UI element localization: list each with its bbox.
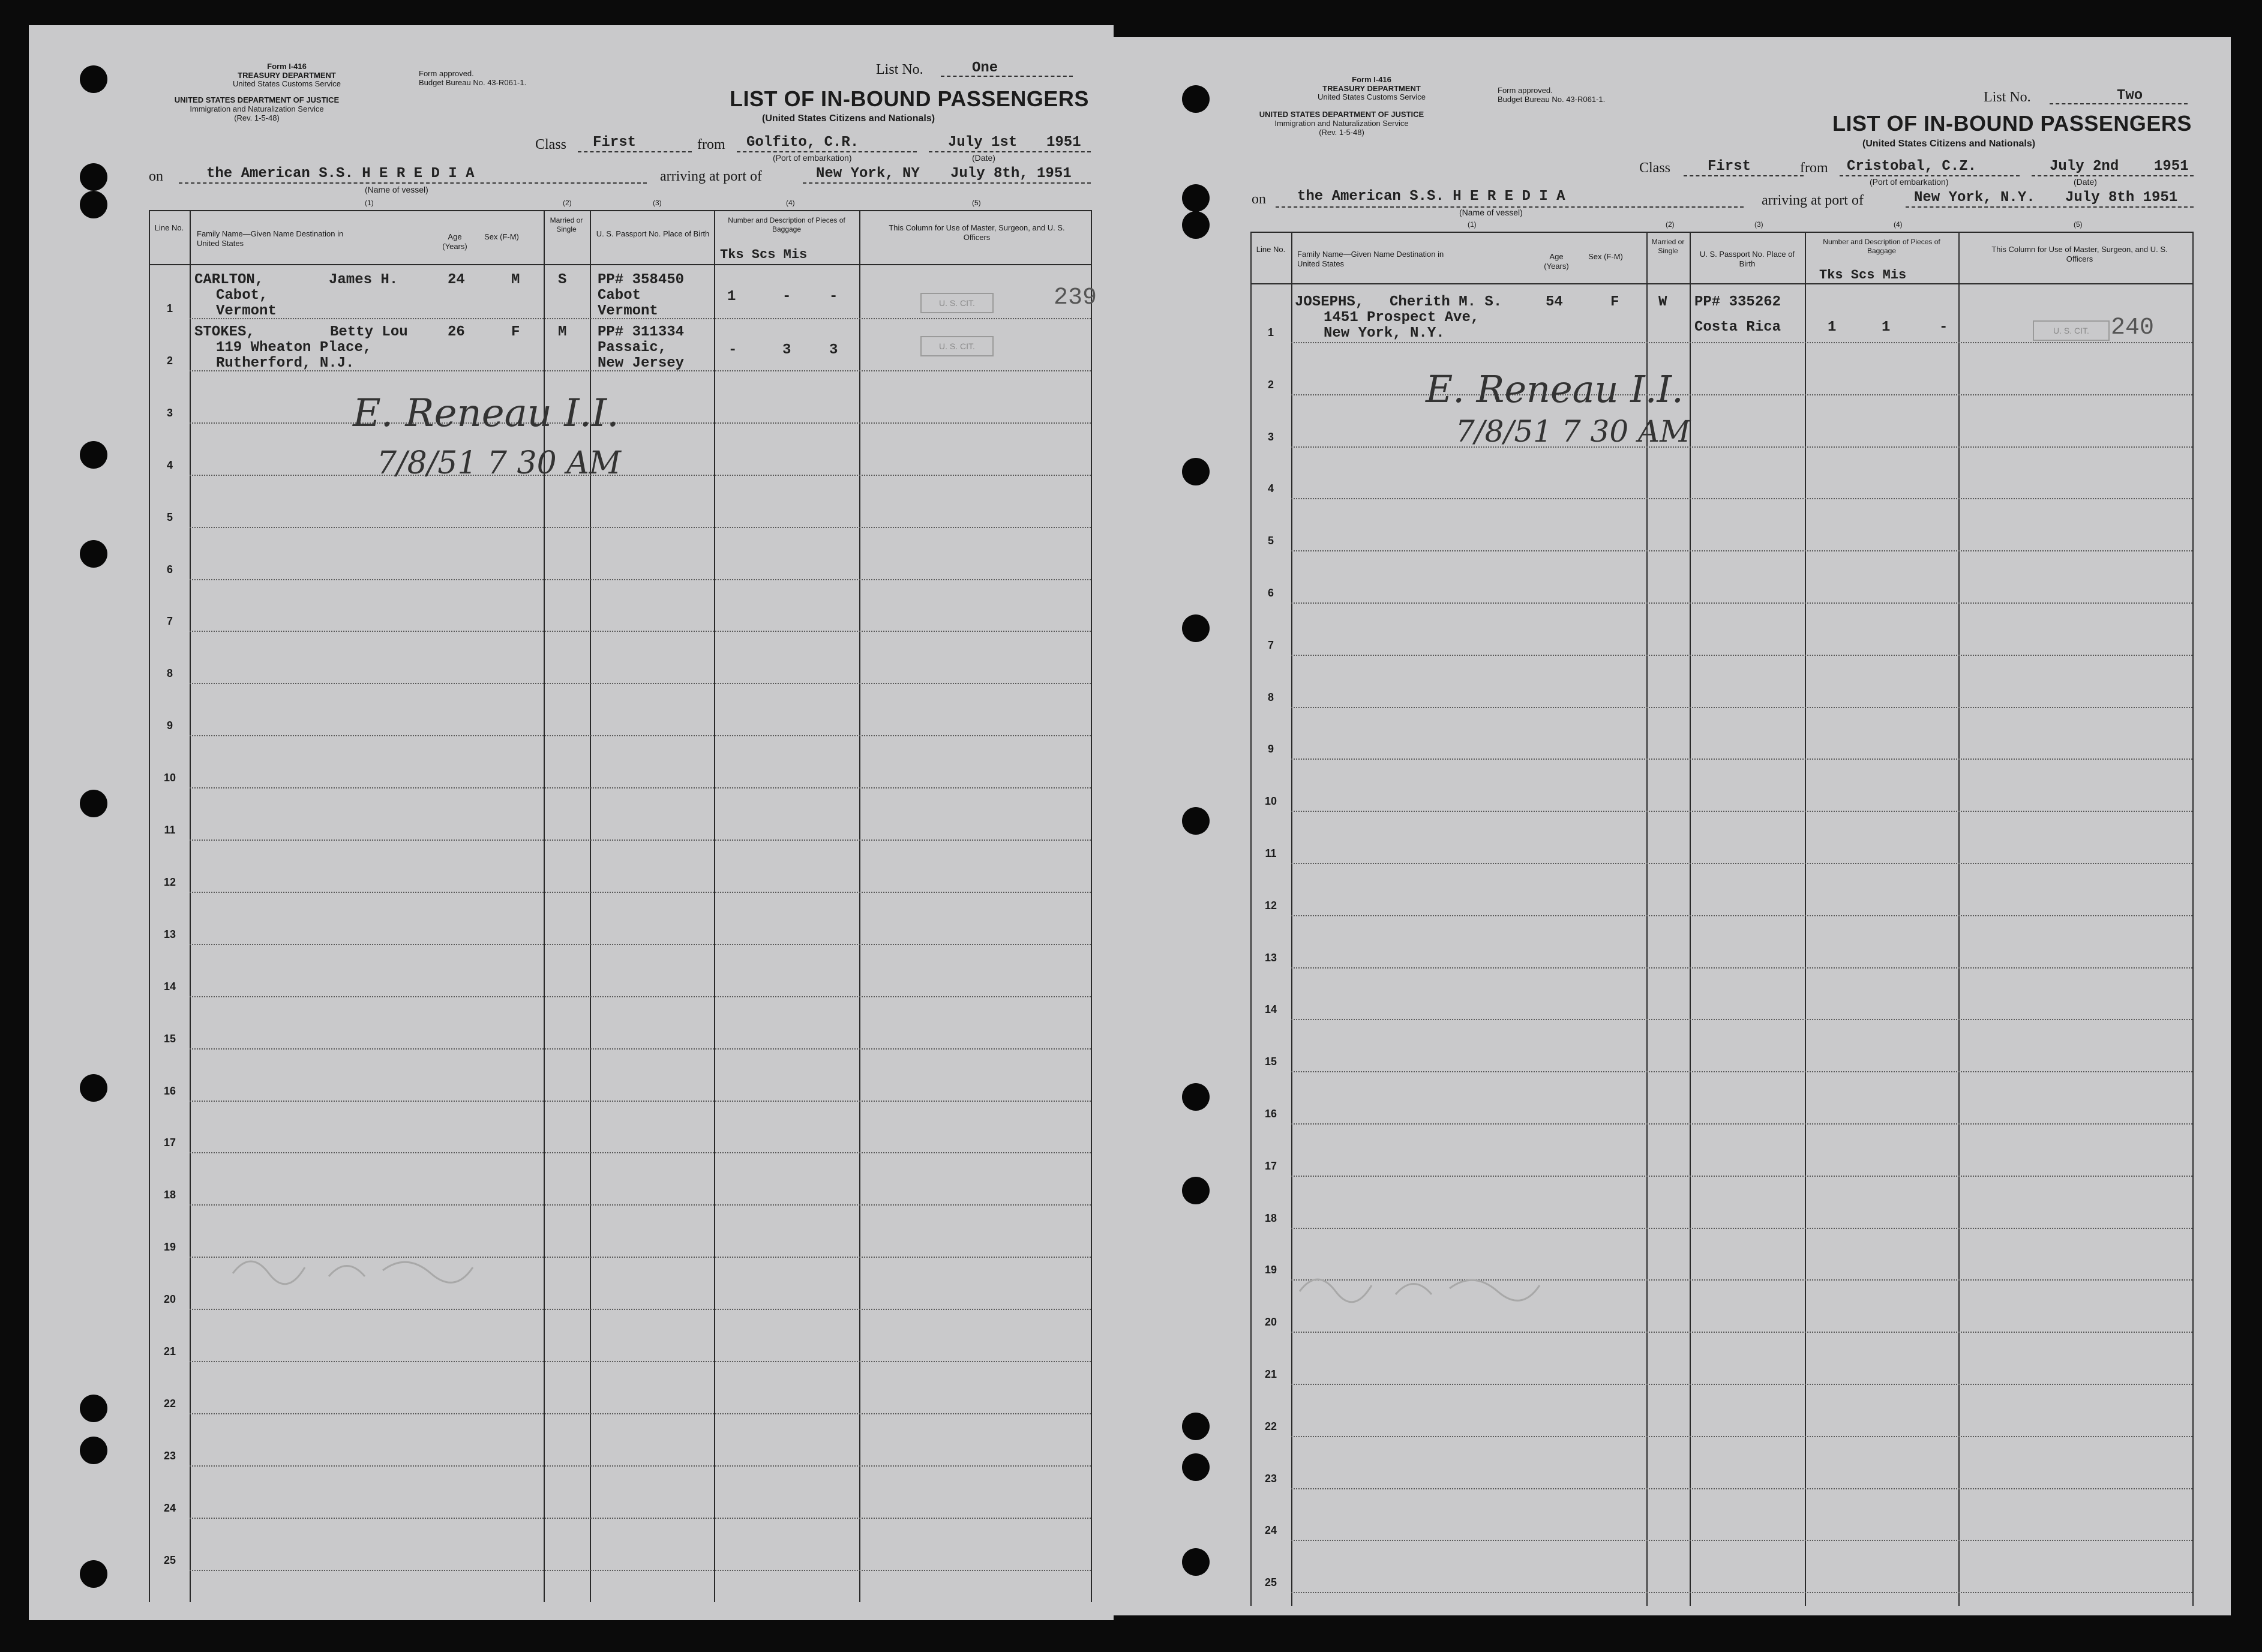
binder-hole xyxy=(1182,1548,1210,1576)
inspection-datetime: 7/8/51 7 30 AM xyxy=(377,445,622,481)
header-age: Age (Years) xyxy=(442,232,467,251)
ruled-line xyxy=(1291,1332,2192,1333)
row1-married: S xyxy=(558,272,567,288)
form-approved: Form approved. xyxy=(1498,86,1553,95)
ruled-line xyxy=(190,1413,1091,1414)
row1-given-name: Cherith M. S. xyxy=(1390,294,1502,310)
table-top-border xyxy=(1250,232,2192,233)
list-no-line xyxy=(941,76,1073,77)
line-number: 6 xyxy=(166,563,173,575)
justice-dept: UNITED STATES DEPARTMENT OF JUSTICE xyxy=(1259,110,1424,119)
ruled-line xyxy=(1291,1436,2192,1437)
ruled-line xyxy=(190,631,1091,632)
ruled-line xyxy=(190,1465,1091,1467)
arrival-port: New York, N.Y. xyxy=(1914,190,2035,206)
row2-mis: 3 xyxy=(829,342,838,358)
header-sex: Sex (F-M) xyxy=(484,232,519,241)
row1-sex: M xyxy=(511,272,520,288)
page-subtitle: (United States Citizens and Nationals) xyxy=(1862,139,2036,149)
header-bottom-border xyxy=(149,264,1091,265)
header-age: Age (Years) xyxy=(1544,252,1569,271)
ruled-line xyxy=(190,892,1091,893)
binder-hole xyxy=(80,441,107,469)
from-label: from xyxy=(1800,160,1828,176)
ruled-line xyxy=(190,579,1091,580)
col-num-5: (5) xyxy=(972,199,981,207)
date-label: (Date) xyxy=(972,153,995,163)
header-sex: Sex (F-M) xyxy=(1588,252,1623,261)
table-right-border xyxy=(2192,232,2194,1606)
line-number: 3 xyxy=(166,406,173,419)
faded-stamp-mark xyxy=(227,1243,479,1291)
ruled-line xyxy=(1291,342,2192,343)
list-no-value: One xyxy=(972,60,998,76)
ruled-line xyxy=(190,422,1091,424)
line-number: 18 xyxy=(1264,1212,1277,1224)
ruled-line xyxy=(1291,1488,2192,1489)
ruled-line xyxy=(190,944,1091,945)
list-no-label: List No. xyxy=(1984,89,2031,105)
date-value: July 1st xyxy=(948,134,1018,151)
page-title: LIST OF IN-BOUND PASSENGERS xyxy=(730,86,1089,111)
line-number: 16 xyxy=(163,1084,176,1097)
line-number: 17 xyxy=(1264,1159,1277,1172)
line-number: 14 xyxy=(163,980,176,993)
row1-family-name: CARLTON, xyxy=(194,272,264,288)
line-number: 20 xyxy=(163,1293,176,1306)
col-num-1: (1) xyxy=(1468,220,1477,229)
arrival-line xyxy=(1906,206,2194,208)
header-name: Family Name—Given Name Destination in United States xyxy=(1297,250,1444,269)
ruled-line xyxy=(1291,915,2192,916)
ruled-line xyxy=(1291,863,2192,864)
ruled-line xyxy=(190,996,1091,997)
row2-dest1: 119 Wheaton Place, xyxy=(216,340,372,356)
table-top-border xyxy=(149,210,1091,211)
ruled-line xyxy=(1291,758,2192,760)
line-number: 21 xyxy=(1264,1368,1277,1380)
binder-hole xyxy=(80,65,107,93)
col-num-2: (2) xyxy=(1666,220,1675,229)
date-line xyxy=(2032,175,2194,176)
arrival-date: July 8th, 1951 xyxy=(950,166,1072,182)
row2-married: M xyxy=(558,324,567,340)
class-value: First xyxy=(1708,158,1751,175)
class-label: Class xyxy=(535,137,567,152)
header-officers: This Column for Use of Master, Surgeon, and U. S. Officers xyxy=(889,223,1065,242)
on-label: on xyxy=(1252,191,1266,207)
col-num-2: (2) xyxy=(563,199,572,207)
row1-birth1: Costa Rica xyxy=(1694,319,1781,335)
line-number: 5 xyxy=(166,511,173,523)
from-value: Cristobal, C.Z. xyxy=(1847,158,1977,175)
ruled-line xyxy=(190,1152,1091,1153)
form-approved: Form approved. xyxy=(419,69,474,78)
row1-dest2: Vermont xyxy=(216,303,277,319)
line-number: 18 xyxy=(163,1189,176,1201)
binder-hole xyxy=(1182,211,1210,239)
inspector-signature: E. Reneau I.I. xyxy=(1426,367,1684,411)
revision: (Rev. 1-5-48) xyxy=(1319,128,1364,137)
ruled-line xyxy=(1291,1019,2192,1020)
col-passport-divider xyxy=(714,210,715,1602)
class-line xyxy=(1684,175,1804,176)
line-number: 23 xyxy=(1264,1472,1277,1485)
ruled-line xyxy=(190,1048,1091,1050)
line-number: 12 xyxy=(1264,899,1277,912)
row1-tks: 1 xyxy=(727,289,736,305)
row1-birth1: Cabot xyxy=(598,287,641,304)
col-num-1: (1) xyxy=(365,199,374,207)
line-number: 22 xyxy=(1264,1420,1277,1432)
date-value: July 2nd xyxy=(2050,158,2119,175)
date-year: 1951 xyxy=(2154,158,2189,175)
header-line-no: Line No. xyxy=(154,223,184,232)
line-number: 9 xyxy=(1267,743,1274,755)
embark-label: (Port of embarkation) xyxy=(1870,177,1949,187)
header-baggage: Number and Description of Pieces of Baggage xyxy=(728,216,845,233)
binder-hole xyxy=(1182,1453,1210,1481)
row2-citizen-stamp: U. S. CIT. xyxy=(920,336,994,356)
ruled-line xyxy=(1291,655,2192,656)
row1-family-name: JOSEPHS, xyxy=(1295,294,1364,310)
line-number: 25 xyxy=(1264,1576,1277,1589)
col-baggage-divider xyxy=(1958,232,1960,1606)
ruled-line xyxy=(190,1309,1091,1310)
binder-hole xyxy=(1182,1177,1210,1204)
ruled-line xyxy=(190,1101,1091,1102)
line-number: 2 xyxy=(1267,378,1274,391)
line-number: 11 xyxy=(1265,847,1277,859)
ruled-line xyxy=(1291,1592,2192,1593)
line-number: 6 xyxy=(1267,587,1274,599)
budget-bureau: Budget Bureau No. 43-R061-1. xyxy=(1498,95,1606,104)
budget-bureau: Budget Bureau No. 43-R061-1. xyxy=(419,78,527,87)
line-number: 20 xyxy=(1264,1316,1277,1329)
line-number: 3 xyxy=(1267,430,1274,443)
line-number: 8 xyxy=(166,667,173,680)
row1-age: 24 xyxy=(448,272,465,288)
arrival-port: New York, NY xyxy=(816,166,920,182)
ruled-line xyxy=(1291,707,2192,708)
ruled-line xyxy=(190,527,1091,528)
row1-scs: 1 xyxy=(1882,319,1891,335)
ruled-line xyxy=(1291,811,2192,812)
ruled-line xyxy=(1291,1123,2192,1125)
row1-mis: - xyxy=(829,289,838,305)
row1-passport: PP# 358450 xyxy=(598,272,685,288)
ruled-line xyxy=(1291,602,2192,604)
line-number: 11 xyxy=(164,824,176,836)
page-title: LIST OF IN-BOUND PASSENGERS xyxy=(1832,111,2192,136)
arrival-date: July 8th 1951 xyxy=(2065,190,2178,206)
row2-age: 26 xyxy=(448,324,465,340)
line-number: 9 xyxy=(166,719,173,732)
header-passport: U. S. Passport No. Place of Birth xyxy=(1699,250,1795,269)
inspector-signature: E. Reneau I.I. xyxy=(353,391,619,436)
ruled-line xyxy=(1291,1176,2192,1177)
date-label: (Date) xyxy=(2074,177,2097,187)
binder-hole xyxy=(80,1074,107,1102)
line-number: 10 xyxy=(1264,795,1277,808)
from-line xyxy=(1840,175,2020,176)
line-number: 13 xyxy=(1264,951,1277,964)
from-line xyxy=(737,151,917,152)
ruled-line xyxy=(190,475,1091,476)
table-right-border xyxy=(1091,210,1092,1602)
embark-label: (Port of embarkation) xyxy=(773,153,852,163)
line-number: 12 xyxy=(163,876,176,888)
inspection-datetime: 7/8/51 7 30 AM xyxy=(1456,414,1691,449)
line-number: 7 xyxy=(166,615,173,628)
line-number: 4 xyxy=(166,458,173,471)
binder-hole xyxy=(80,1560,107,1588)
row1-scs: - xyxy=(782,289,791,305)
line-number: 17 xyxy=(163,1137,176,1149)
col-num-3: (3) xyxy=(1754,220,1763,229)
binder-hole xyxy=(80,1437,107,1464)
col-line-no-divider xyxy=(1291,232,1292,1606)
vessel-name: the American S.S. H E R E D I A xyxy=(206,166,475,182)
from-value: Golfito, C.R. xyxy=(746,134,859,151)
line-number: 8 xyxy=(1267,691,1274,703)
class-value: First xyxy=(593,134,637,151)
line-number: 19 xyxy=(163,1241,176,1254)
row1-birth2: Vermont xyxy=(598,303,658,319)
binder-hole xyxy=(80,790,107,817)
form-number: Form I-416 xyxy=(1352,75,1391,84)
header-passport: U. S. Passport No. Place of Birth xyxy=(596,229,710,238)
line-number: 15 xyxy=(1264,1056,1277,1068)
row1-count: 239 xyxy=(1054,284,1097,311)
row2-dest2: Rutherford, N.J. xyxy=(216,355,355,371)
line-number: 23 xyxy=(163,1449,176,1462)
date-line xyxy=(929,151,1091,152)
row2-birth2: New Jersey xyxy=(598,355,685,371)
ruled-line xyxy=(1291,1071,2192,1072)
list-no-value: Two xyxy=(2117,88,2143,104)
ruled-line xyxy=(190,735,1091,736)
row2-sex: F xyxy=(511,324,520,340)
col-num-5: (5) xyxy=(2074,220,2083,229)
line-number: 24 xyxy=(1264,1524,1277,1537)
justice-dept: UNITED STATES DEPARTMENT OF JUSTICE xyxy=(174,95,340,104)
customs-service: United States Customs Service xyxy=(1318,92,1426,101)
row1-sex: F xyxy=(1610,294,1619,310)
ins-service: Immigration and Naturalization Service xyxy=(1274,119,1409,128)
col-num-3: (3) xyxy=(653,199,662,207)
line-number: 14 xyxy=(1264,1003,1277,1016)
line-number: 16 xyxy=(1264,1108,1277,1120)
line-number: 1 xyxy=(1267,326,1274,338)
row1-married: W xyxy=(1658,294,1667,310)
header-name: Family Name—Given Name Destination in United States xyxy=(197,229,344,248)
ruled-line xyxy=(190,787,1091,788)
line-number: 25 xyxy=(163,1554,176,1566)
line-number: 24 xyxy=(163,1501,176,1514)
col-passport-divider xyxy=(1805,232,1806,1606)
on-label: on xyxy=(149,169,163,184)
treasury-dept: TREASURY DEPARTMENT xyxy=(238,71,336,80)
line-number: 4 xyxy=(1267,482,1274,495)
arriving-label: arriving at port of xyxy=(1762,193,1864,208)
ruled-line xyxy=(1291,498,2192,499)
ruled-line xyxy=(1291,1228,2192,1229)
row1-tks: 1 xyxy=(1828,319,1837,335)
customs-service: United States Customs Service xyxy=(233,79,341,88)
binder-hole xyxy=(80,540,107,568)
line-number: 5 xyxy=(1267,535,1274,547)
row2-tks: - xyxy=(728,342,737,358)
class-line xyxy=(578,151,692,152)
binder-hole xyxy=(1182,1083,1210,1111)
ruled-line xyxy=(190,840,1091,841)
ruled-line xyxy=(190,1518,1091,1519)
vessel-label: (Name of vessel) xyxy=(365,185,428,194)
row1-citizen-stamp: U. S. CIT. xyxy=(2033,320,2110,341)
line-number: 21 xyxy=(163,1345,176,1357)
ruled-line xyxy=(1291,1540,2192,1541)
row1-dest1: Cabot, xyxy=(216,287,268,304)
header-bottom-border xyxy=(1250,283,2192,284)
form-number: Form I-416 xyxy=(267,62,307,71)
binder-hole xyxy=(1182,85,1210,113)
ruled-line xyxy=(1291,446,2192,448)
row2-given-name: Betty Lou xyxy=(330,324,408,340)
from-label: from xyxy=(697,137,725,152)
table-left-border xyxy=(1250,232,1252,1606)
row1-dest2: New York, N.Y. xyxy=(1324,325,1445,341)
header-baggage-sub: Tks Scs Mis xyxy=(720,247,808,262)
arriving-label: arriving at port of xyxy=(660,169,762,184)
header-line-no: Line No. xyxy=(1256,245,1286,254)
line-number: 22 xyxy=(163,1397,176,1410)
binder-hole xyxy=(80,163,107,191)
col-num-4: (4) xyxy=(1894,220,1903,229)
binder-hole xyxy=(1182,184,1210,212)
table-left-border xyxy=(149,210,150,1602)
revision: (Rev. 1-5-48) xyxy=(234,113,280,122)
col-line-no-divider xyxy=(190,210,191,1602)
row1-age: 54 xyxy=(1546,294,1563,310)
col-baggage-divider xyxy=(859,210,860,1602)
row1-passport: PP# 335262 xyxy=(1694,294,1781,310)
manifest-page-1 xyxy=(29,25,1114,1620)
header-baggage: Number and Description of Pieces of Baggage xyxy=(1823,238,1940,255)
vessel-line xyxy=(179,182,647,184)
line-number: 10 xyxy=(163,772,176,784)
row1-citizen-stamp: U. S. CIT. xyxy=(920,293,994,313)
date-year: 1951 xyxy=(1046,134,1081,151)
ruled-line xyxy=(1291,550,2192,551)
binder-hole xyxy=(80,191,107,218)
list-no-line xyxy=(2050,103,2188,104)
binder-hole xyxy=(1182,807,1210,835)
binder-hole xyxy=(1182,1413,1210,1440)
binder-hole xyxy=(80,1395,107,1422)
faded-stamp-mark xyxy=(1294,1261,1546,1309)
line-number: 7 xyxy=(1267,638,1274,651)
row2-scs: 3 xyxy=(782,342,791,358)
arrival-line xyxy=(803,182,1091,184)
treasury-dept: TREASURY DEPARTMENT xyxy=(1322,84,1421,93)
col-num-4: (4) xyxy=(786,199,795,207)
vessel-name: the American S.S. H E R E D I A xyxy=(1297,188,1565,205)
row2-passport: PP# 311334 xyxy=(598,324,685,340)
header-officers: This Column for Use of Master, Surgeon, and U. S. Officers xyxy=(1991,245,2168,264)
manifest-page-2 xyxy=(1114,37,2231,1615)
header-married: Married or Single xyxy=(550,216,583,233)
header-baggage-sub: Tks Scs Mis xyxy=(1819,268,1907,283)
ruled-line xyxy=(1291,1384,2192,1385)
line-number: 13 xyxy=(163,928,176,940)
line-number: 1 xyxy=(166,302,173,314)
vessel-label: (Name of vessel) xyxy=(1459,208,1523,217)
binder-hole xyxy=(1182,614,1210,642)
page-subtitle: (United States Citizens and Nationals) xyxy=(762,113,935,124)
line-number: 2 xyxy=(166,354,173,367)
class-label: Class xyxy=(1639,160,1671,176)
ruled-line xyxy=(1291,967,2192,969)
row1-mis: - xyxy=(1939,319,1948,335)
ruled-line xyxy=(190,683,1091,684)
header-married: Married or Single xyxy=(1651,238,1685,255)
ruled-line xyxy=(190,1204,1091,1206)
row2-family-name: STOKES, xyxy=(194,324,255,340)
row1-count: 240 xyxy=(2111,314,2155,341)
binder-hole xyxy=(1182,458,1210,485)
row1-dest1: 1451 Prospect Ave, xyxy=(1324,310,1480,326)
row2-birth1: Passaic, xyxy=(598,340,667,356)
ins-service: Immigration and Naturalization Service xyxy=(190,104,324,113)
list-no-label: List No. xyxy=(876,62,923,77)
line-number: 15 xyxy=(163,1032,176,1045)
ruled-line xyxy=(190,1570,1091,1571)
line-number: 19 xyxy=(1264,1264,1277,1276)
ruled-line xyxy=(190,1361,1091,1362)
row1-given-name: James H. xyxy=(329,272,398,288)
